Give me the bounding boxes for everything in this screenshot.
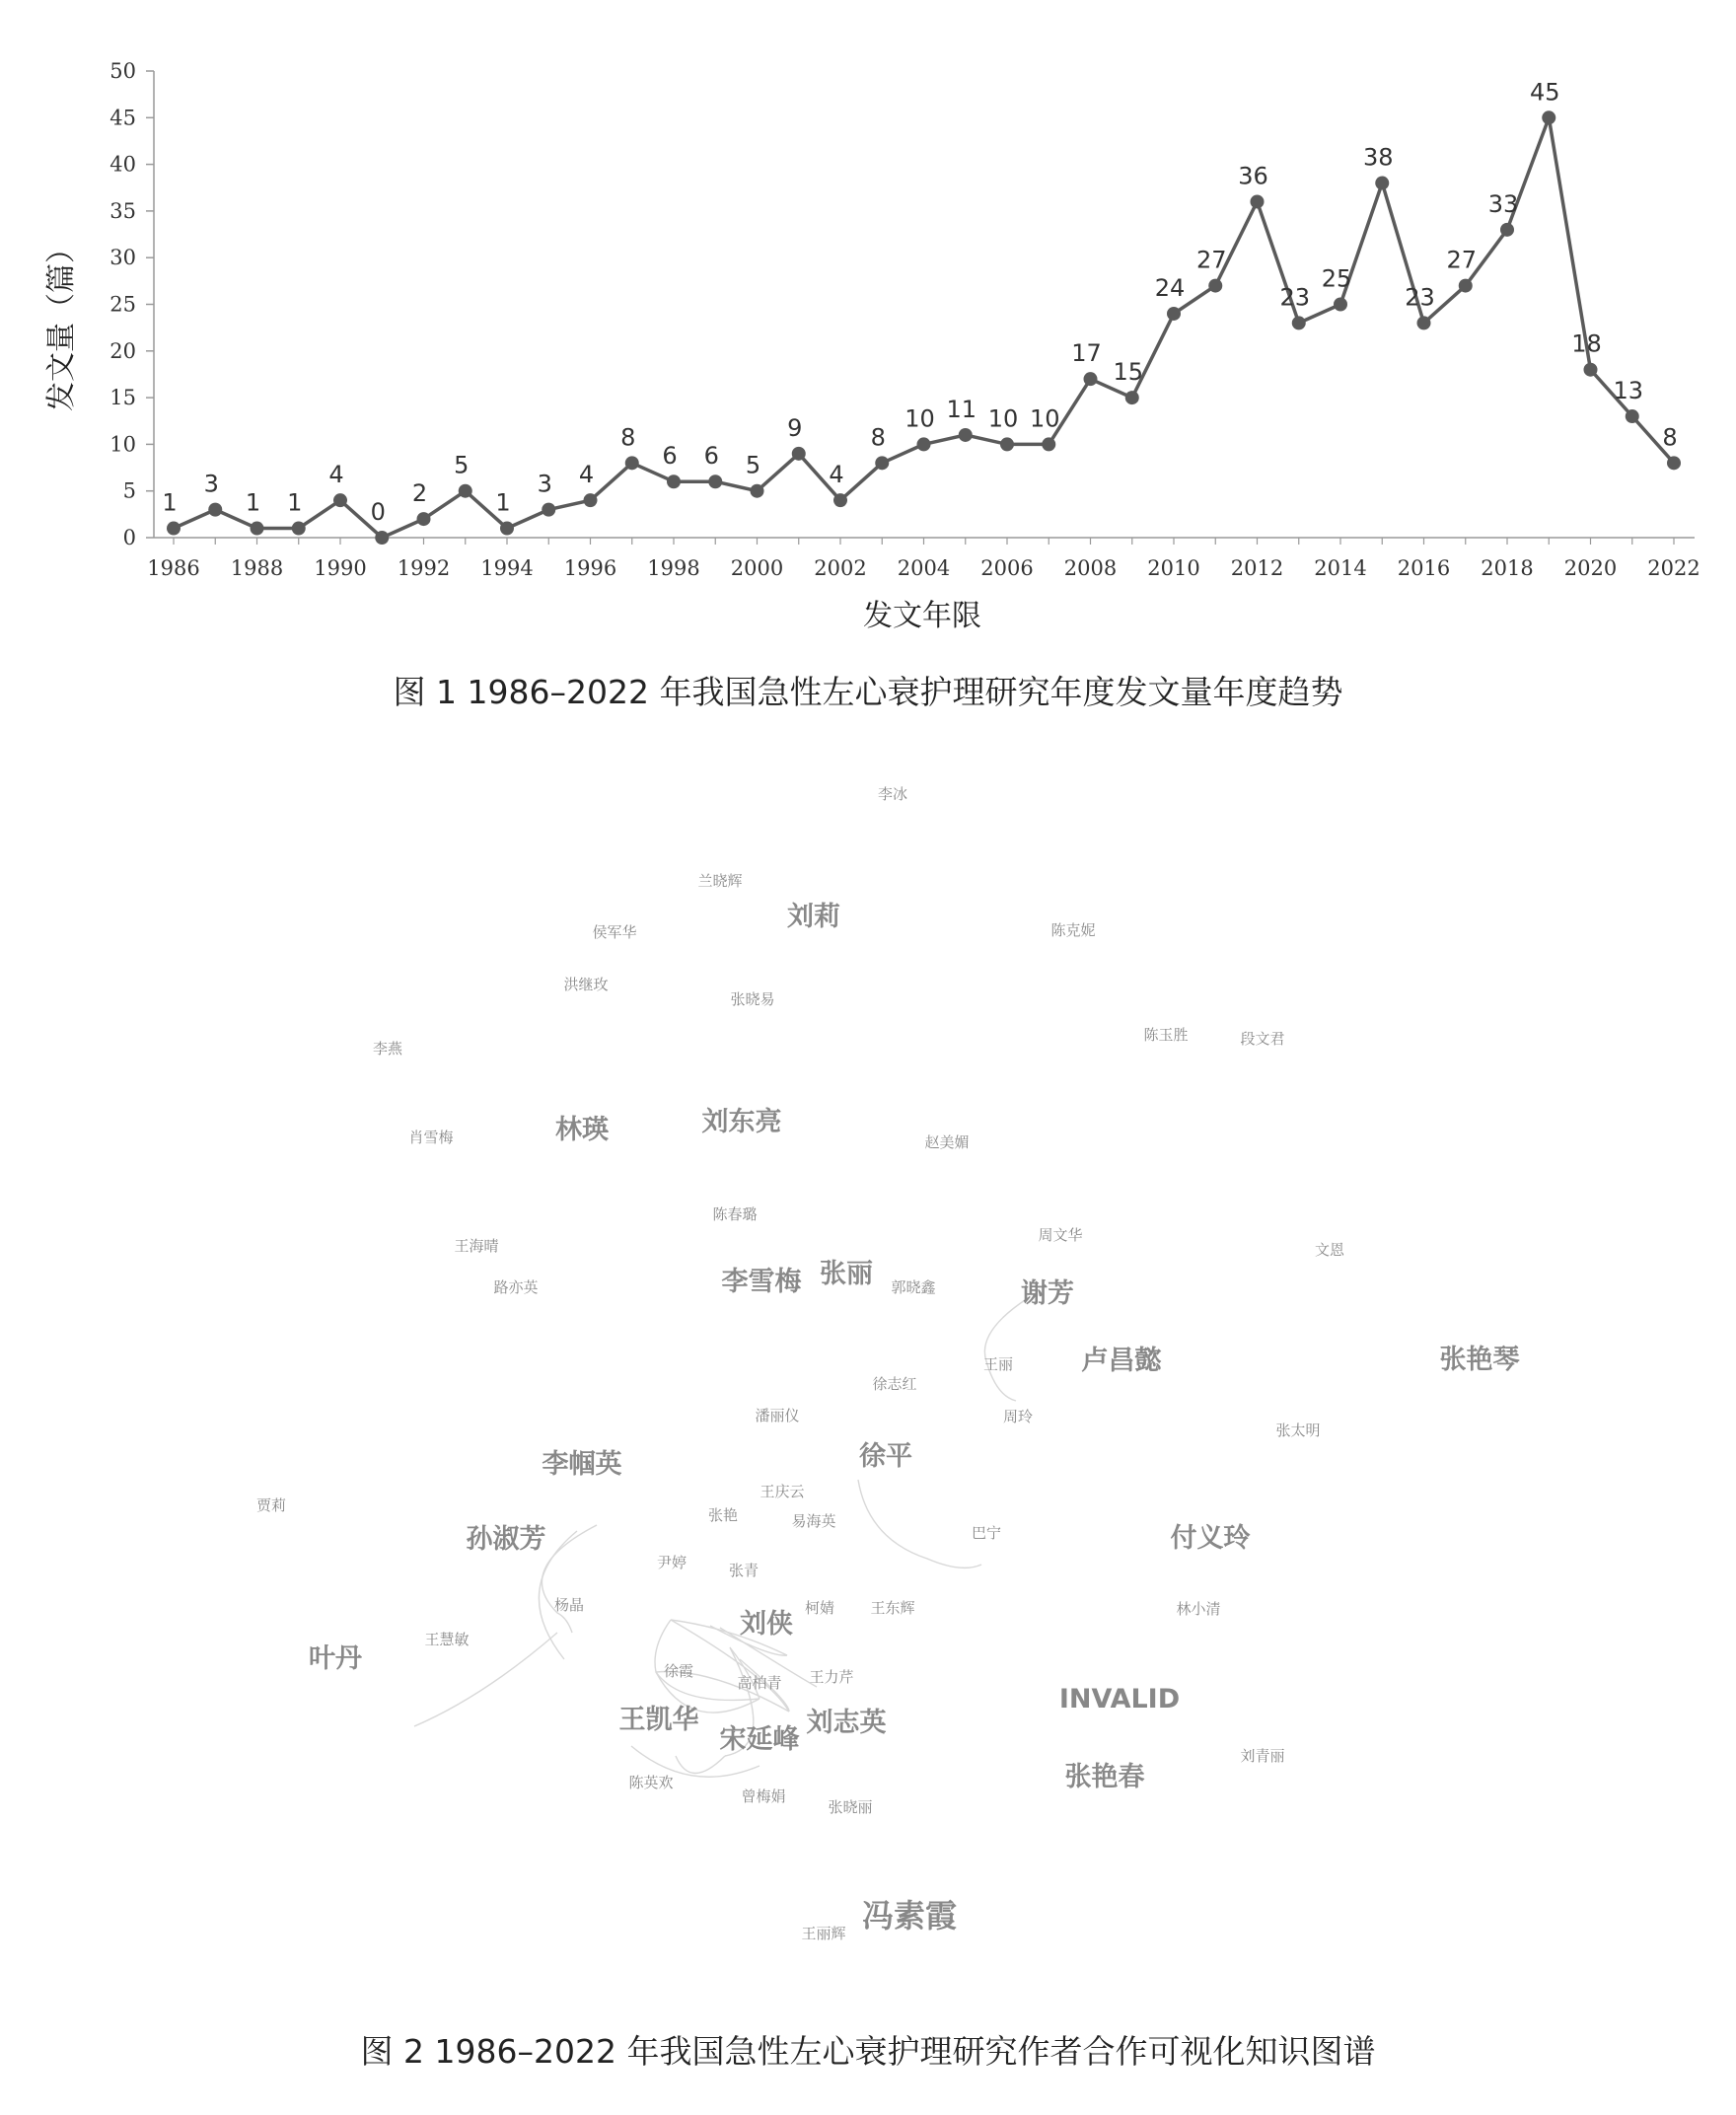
series-line	[174, 117, 1674, 538]
x-tick-label: 2002	[814, 556, 867, 580]
data-point	[251, 522, 264, 536]
author-node: 文恩	[1314, 1241, 1345, 1259]
author-node: 侯军华	[592, 923, 637, 941]
data-label: 45	[1529, 78, 1560, 107]
author-node: 王庆云	[760, 1483, 805, 1500]
data-point	[1459, 279, 1473, 293]
data-point	[1375, 177, 1389, 190]
data-point	[1000, 437, 1014, 451]
author-node: 张太明	[1275, 1422, 1321, 1439]
author-node: 李燕	[372, 1040, 403, 1058]
data-label: 0	[370, 498, 386, 526]
data-point	[667, 474, 681, 488]
author-node: 曾梅娟	[741, 1787, 786, 1805]
network-link	[542, 1525, 597, 1633]
y-tick-label: 25	[109, 292, 136, 317]
data-label: 36	[1238, 162, 1268, 190]
author-node: 高柏青	[737, 1674, 782, 1692]
data-label: 5	[745, 451, 761, 479]
author-node: 冯素霞	[861, 1897, 958, 1934]
data-point	[1542, 110, 1555, 124]
x-tick-label: 2008	[1063, 556, 1118, 580]
author-node: 徐志红	[872, 1375, 917, 1393]
data-point	[1334, 298, 1347, 312]
data-point	[1292, 316, 1306, 329]
y-tick-label: 45	[109, 106, 136, 130]
author-node: 陈英欢	[628, 1774, 674, 1791]
data-point	[1251, 194, 1265, 208]
data-label: 3	[537, 470, 552, 498]
data-point	[417, 512, 431, 526]
author-node: 刘莉	[787, 902, 840, 932]
x-tick-label: 2004	[897, 556, 951, 580]
network-link	[858, 1480, 981, 1568]
x-tick-label: 2014	[1314, 556, 1367, 580]
network-link	[984, 1298, 1028, 1401]
x-tick-label: 1990	[314, 556, 367, 580]
author-node: 张丽	[820, 1259, 873, 1289]
data-label: 17	[1071, 339, 1102, 368]
data-label: 10	[1029, 404, 1060, 433]
figure1-caption: 图 1 1986–2022 年我国急性左心衰护理研究年度发文量年度趋势	[393, 673, 1343, 711]
author-node: 王慧敏	[424, 1631, 470, 1648]
author-node: 徐霞	[663, 1662, 694, 1680]
x-tick-label: 2012	[1230, 556, 1284, 580]
series-annual-count	[162, 78, 1681, 545]
author-node: 周文华	[1038, 1226, 1083, 1244]
data-point	[1167, 307, 1181, 321]
data-point	[625, 456, 639, 470]
data-point	[1084, 372, 1098, 386]
x-tick-label: 2018	[1481, 556, 1534, 580]
y-tick-label: 15	[109, 386, 136, 410]
author-node: 李雪梅	[721, 1267, 802, 1297]
author-node: 孙淑芳	[466, 1524, 546, 1555]
y-tick-label: 20	[109, 338, 136, 363]
author-node: 林小清	[1176, 1600, 1221, 1618]
data-point	[1417, 316, 1431, 329]
author-node: 肖雪梅	[408, 1129, 454, 1146]
author-node: 张晓易	[730, 990, 775, 1008]
y-tick-label: 35	[109, 198, 136, 223]
data-point	[208, 503, 222, 517]
author-node: 易海英	[791, 1512, 836, 1530]
author-node: 李冰	[877, 785, 908, 803]
data-label: 24	[1154, 273, 1186, 302]
y-tick-label: 30	[109, 246, 136, 270]
data-label: 1	[495, 488, 511, 517]
data-label: 4	[328, 461, 344, 489]
x-tick-label: 2006	[980, 556, 1034, 580]
x-axis-title: 发文年限	[863, 599, 981, 633]
author-node: 张艳琴	[1439, 1345, 1520, 1375]
data-point	[167, 522, 181, 536]
author-node: 洪继玫	[563, 976, 609, 993]
author-node: 王海晴	[454, 1237, 499, 1255]
author-node: 宋延峰	[719, 1724, 800, 1755]
data-label: 23	[1405, 283, 1435, 312]
author-node: 付义玲	[1170, 1523, 1251, 1554]
y-axis	[109, 59, 154, 549]
data-label: 15	[1113, 358, 1144, 387]
trend-line-chart	[0, 0, 1736, 651]
data-label: 2	[411, 479, 428, 508]
data-label: 9	[787, 413, 803, 442]
data-point	[1584, 363, 1598, 377]
data-label: 10	[904, 404, 935, 433]
data-point	[459, 484, 472, 498]
data-point	[751, 484, 764, 498]
author-node: 张晓丽	[828, 1798, 873, 1816]
data-label: 25	[1321, 264, 1352, 293]
x-tick-label: 2016	[1397, 556, 1451, 580]
data-point	[375, 531, 389, 545]
x-tick-label: 1988	[230, 556, 284, 580]
author-node: 郭晓鑫	[891, 1278, 936, 1296]
author-node: 尹婷	[656, 1554, 687, 1571]
data-label: 1	[162, 488, 178, 517]
x-tick-label: 2022	[1647, 556, 1700, 580]
author-node: 巴宁	[971, 1524, 1002, 1542]
data-point	[584, 493, 598, 507]
author-node: 王丽辉	[801, 1925, 846, 1942]
y-tick-label: 10	[109, 432, 136, 457]
author-node: 段文君	[1240, 1030, 1285, 1048]
author-node: INVALID	[1058, 1684, 1181, 1714]
x-tick-label: 1998	[647, 556, 700, 580]
coauthor-network	[0, 750, 1736, 2012]
data-label: 1	[287, 488, 303, 517]
author-node: 王凯华	[618, 1705, 699, 1735]
author-node: 刘侠	[740, 1609, 793, 1640]
data-point	[917, 437, 931, 451]
author-node: 张艳	[707, 1506, 739, 1524]
data-label: 6	[703, 442, 719, 471]
data-label: 4	[829, 461, 844, 489]
data-point	[292, 522, 306, 536]
x-tick-label: 1992	[397, 556, 451, 580]
data-label: 3	[203, 470, 219, 498]
author-node: 杨晶	[553, 1596, 585, 1614]
x-tick-label: 1994	[480, 556, 534, 580]
author-node: 柯婧	[804, 1599, 835, 1617]
data-label: 11	[946, 395, 977, 423]
data-label: 38	[1362, 143, 1394, 172]
author-node: 李帼英	[542, 1449, 622, 1480]
data-label: 18	[1571, 329, 1602, 358]
author-node: 卢昌懿	[1081, 1346, 1162, 1376]
network-nodes	[256, 785, 1520, 1942]
data-point	[708, 474, 722, 488]
data-point	[833, 493, 847, 507]
data-label: 23	[1279, 283, 1311, 312]
data-label: 8	[620, 423, 636, 452]
data-label: 4	[578, 461, 595, 489]
author-node: 王丽	[982, 1355, 1014, 1373]
author-node: 潘丽仪	[755, 1407, 800, 1424]
x-tick-label: 1996	[563, 556, 617, 580]
figure2-caption: 图 2 1986–2022 年我国急性左心衰护理研究作者合作可视化知识图谱	[360, 2032, 1376, 2071]
data-point	[1667, 456, 1681, 470]
x-tick-label: 1986	[147, 556, 200, 580]
data-label: 33	[1487, 189, 1519, 218]
author-node: 兰晓辉	[697, 872, 743, 890]
data-point	[1208, 279, 1222, 293]
x-tick-label: 2020	[1563, 556, 1618, 580]
author-node: 王力芹	[809, 1668, 854, 1686]
data-point	[542, 503, 555, 517]
author-node: 刘志英	[806, 1708, 887, 1738]
y-tick-label: 50	[109, 59, 136, 83]
author-node: 林瑛	[555, 1115, 609, 1145]
data-label: 6	[662, 442, 678, 471]
y-tick-label: 0	[122, 526, 136, 549]
y-axis-title: 发文量（篇）	[44, 234, 79, 411]
author-node: 张青	[728, 1562, 760, 1579]
network-link	[676, 1756, 725, 1774]
author-node: 叶丹	[309, 1643, 362, 1674]
data-point	[959, 428, 973, 442]
author-node: 王东辉	[870, 1599, 915, 1617]
author-node: 贾莉	[255, 1496, 287, 1514]
author-node: 徐平	[859, 1441, 912, 1472]
x-tick-label: 2010	[1147, 556, 1200, 580]
data-label: 13	[1613, 377, 1644, 405]
author-node: 谢芳	[1021, 1278, 1074, 1309]
author-node: 张艳春	[1064, 1762, 1145, 1792]
author-node: 陈玉胜	[1143, 1026, 1189, 1044]
data-label: 1	[245, 488, 261, 517]
data-label: 27	[1446, 246, 1478, 274]
data-point	[500, 522, 514, 536]
data-point	[1042, 437, 1055, 451]
data-point	[1626, 409, 1639, 423]
data-label: 10	[987, 404, 1019, 433]
data-label: 27	[1195, 246, 1227, 274]
author-node: 陈春璐	[712, 1205, 758, 1223]
author-node: 周玲	[1002, 1408, 1034, 1425]
author-node: 赵美媚	[924, 1133, 970, 1151]
author-node: 陈克妮	[1050, 921, 1096, 939]
data-label: 5	[454, 451, 470, 479]
data-point	[1125, 391, 1139, 404]
data-label: 8	[870, 423, 886, 452]
x-tick-label: 2000	[730, 556, 784, 580]
data-point	[875, 456, 889, 470]
y-tick-label: 40	[109, 152, 136, 177]
author-node: 刘东亮	[701, 1107, 782, 1137]
author-node: 路亦英	[493, 1278, 539, 1296]
data-point	[792, 447, 806, 461]
data-point	[333, 493, 347, 507]
data-point	[1500, 223, 1514, 237]
data-label: 8	[1662, 423, 1678, 452]
y-tick-label: 5	[122, 478, 136, 503]
author-node: 刘青丽	[1240, 1747, 1285, 1765]
